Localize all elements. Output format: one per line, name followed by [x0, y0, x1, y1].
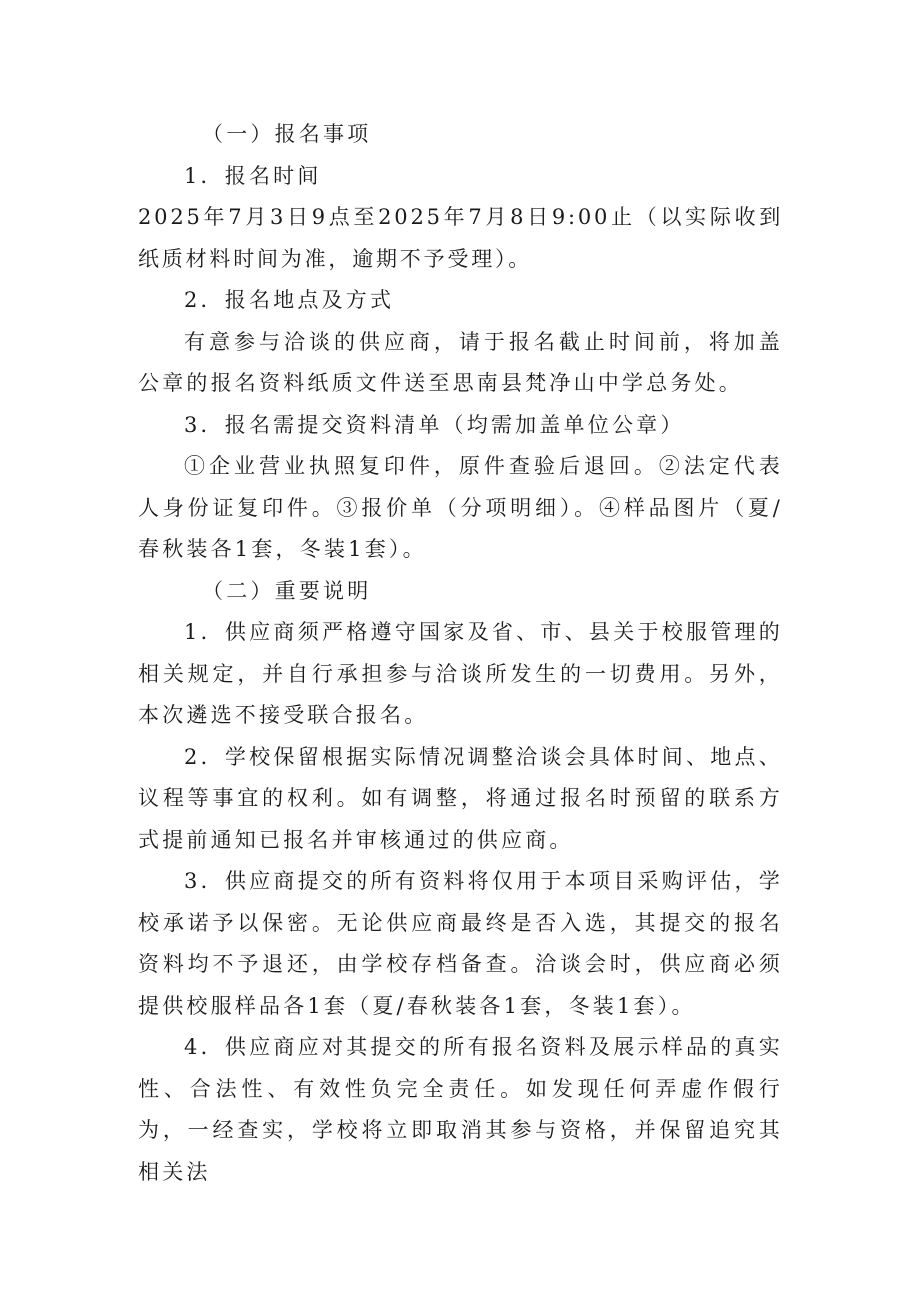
paragraph-note-1: 1．供应商须严格遵守国家及省、市、县关于校服管理的相关规定，并自行承担参与洽谈所发生的一切费用。另外，本次遴选不接受联合报名。	[138, 620, 783, 727]
paragraph-note-3: 3．供应商提交的所有资料将仅用于本项目采购评估，学校承诺予以保密。无论供应商最终是否入选，其提交的报名资料均不予退还，由学校存档备查。洽谈会时，供应商必须提供校服样品各1套（夏/春秋装各1套，冬装1套）。	[138, 869, 783, 1018]
document-body	[138, 114, 783, 1193]
section-heading-important-notes: （二）重要说明	[202, 578, 372, 603]
item-title-registration-location: 2．报名地点及方式	[184, 288, 395, 312]
section-heading-registration: （一）报名事项	[202, 122, 372, 146]
item-title-registration-time: 1．报名时间	[184, 163, 322, 188]
paragraph-required-materials: ①企业营业执照复印件，原件查验后退回。②法定代表人身份证复印件。③报价单（分项明细）。④样品图片（夏/春秋装各1套，冬装1套）。	[138, 454, 783, 561]
paragraph-note-4: 4．供应商应对其提交的所有报名资料及展示样品的真实性、合法性、有效性负完全责任。如发现任何弄虚作假行为，一经查实，学校将立即取消其参与资格，并保留追究其相关法	[138, 1035, 783, 1184]
paragraph-note-2: 2．学校保留根据实际情况调整洽谈会具体时间、地点、议程等事宜的权利。如有调整，将通过报名时预留的联系方式提前通知已报名并审核通过的供应商。	[138, 744, 783, 852]
paragraph-registration-location: 有意参与洽谈的供应商，请于报名截止时间前，将加盖公章的报名资料纸质文件送至思南县梵净山中学总务处。	[138, 329, 783, 395]
item-title-required-materials: 3．报名需提交资料清单（均需加盖单位公章）	[184, 412, 685, 437]
paragraph-registration-time: 2025年7月3日9点至2025年7月8日9:00止（以实际收到纸质材料时间为准，逾期不予受理）。	[138, 205, 783, 271]
